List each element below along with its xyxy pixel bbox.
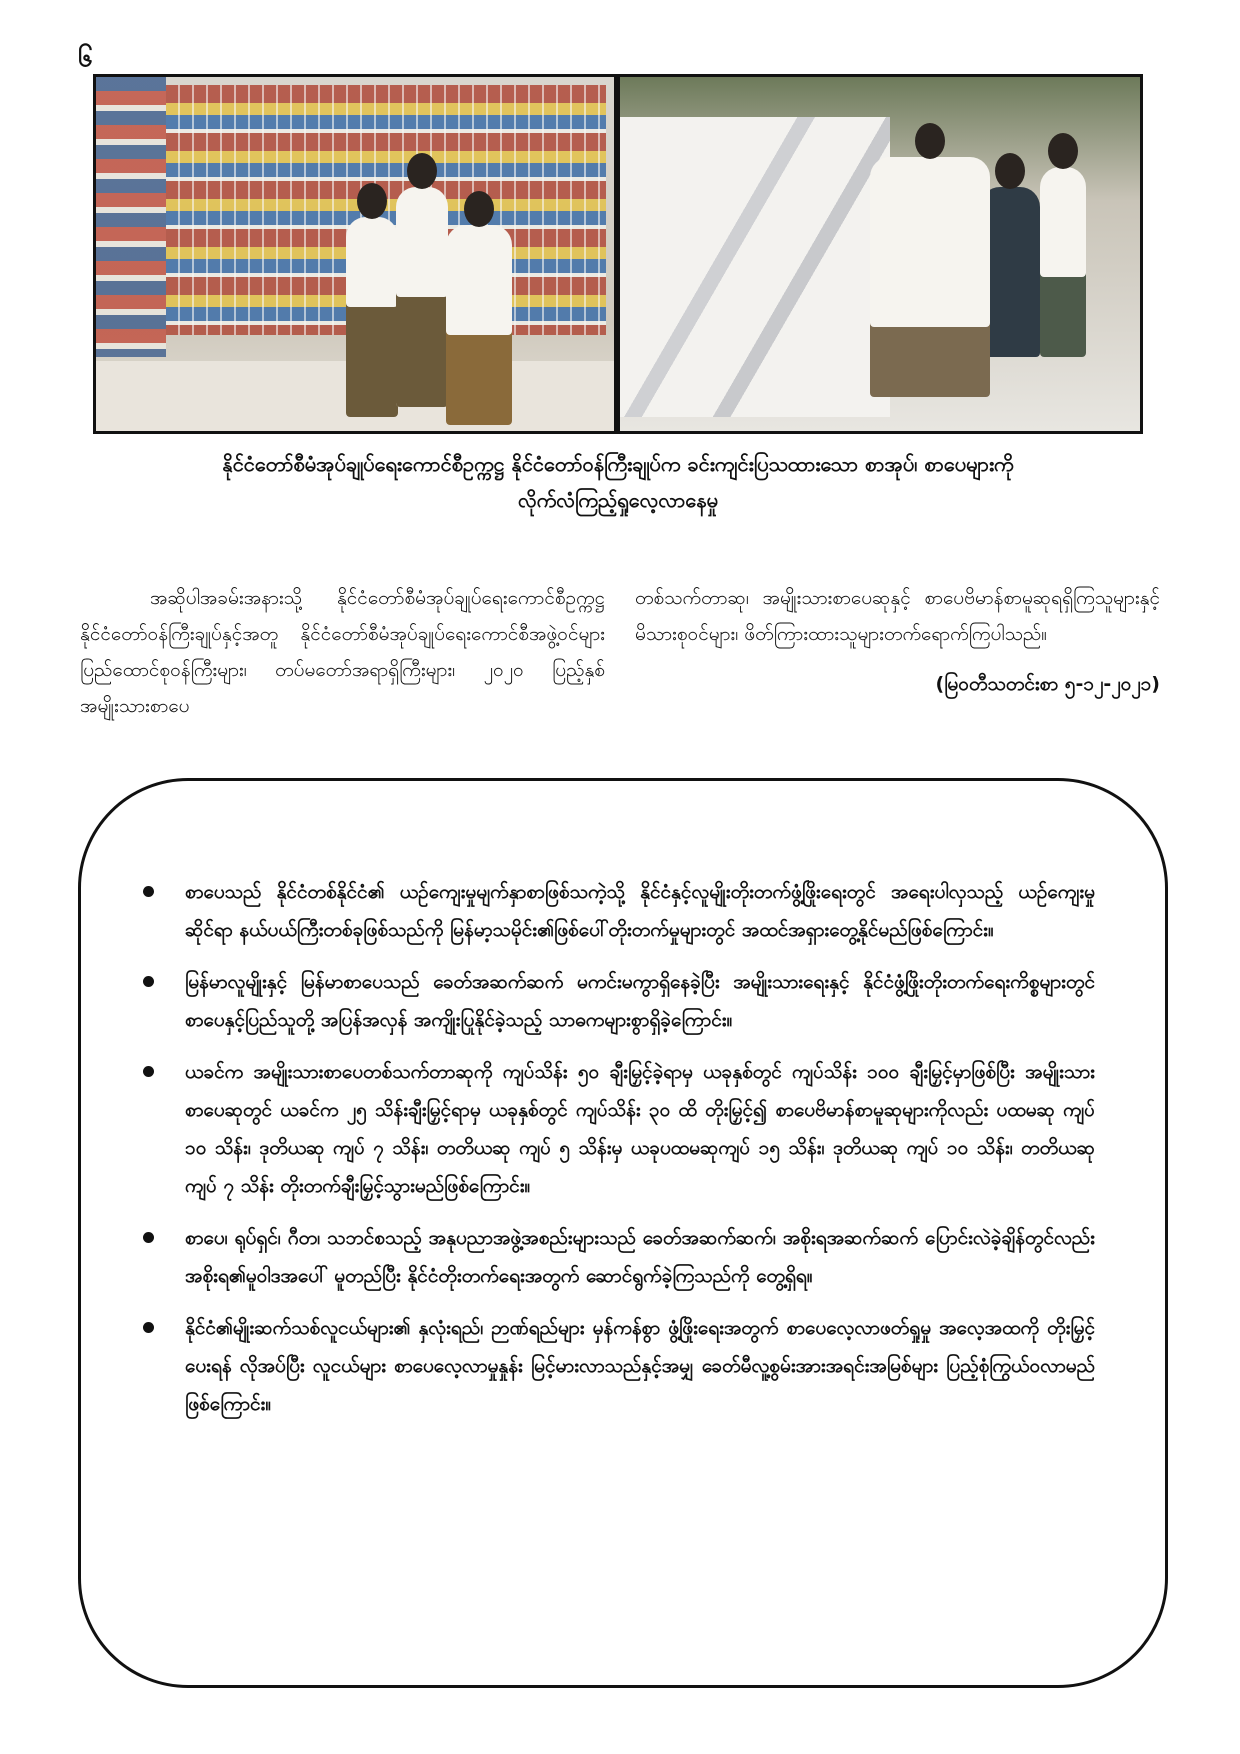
- summary-list: [133, 873, 1095, 1423]
- person: [870, 157, 990, 397]
- summary-item: [133, 1053, 1095, 1205]
- summary-item: [133, 963, 1095, 1039]
- bullet-icon: [143, 1066, 154, 1077]
- person: [446, 225, 512, 425]
- summary-item: [133, 1309, 1095, 1423]
- summary-item: [133, 1219, 1095, 1295]
- photo-book-display: [620, 77, 1140, 431]
- side-bookshelf: [96, 77, 166, 357]
- person: [396, 187, 448, 407]
- article-paragraph: အဆိုပါအခမ်းအနားသို့ နိုင်ငံတော်စီမံအုပ်ချုပ်ရေးကောင်စီဥက္ကဋ္ဌ နိုင်ငံတော်ဝန်ကြီးချုပ်နှင့်အတူ နိုင်ငံတော်စီမံအုပ်ချုပ်ရေးကောင်စီအဖွဲ့ဝင်များ ပြည်ထောင်စုဝန်ကြီးများ၊ တပ်မတော်အရာရှိကြီးများ၊ ၂၀၂၀ ပြည့်နှစ် အမျိုးသားစာပေ: [80, 587, 605, 717]
- person: [1040, 167, 1086, 357]
- caption-line: နိုင်ငံတော်စီမံအုပ်ချုပ်ရေးကောင်စီဥက္ကဋ္ဌ နိုင်ငံတော်ဝန်ကြီးချုပ်က ခင်းကျင်းပြသထားသော စာအုပ်၊ စာပေများကို: [222, 452, 1014, 476]
- photo-frame: [93, 74, 1143, 434]
- summary-text: ယခင်က အမျိုးသားစာပေတစ်သက်တာဆုကို ကျပ်သိန်း ၅၀ ချီးမြှင့်ခဲ့ရာမှ ယခုနှစ်တွင် ကျပ်သိန်း ၁၀၀ ချီးမြှင့်မှာဖြစ်ပြီး အမျိုးသားစာပေဆုတွင် ယခင်က ၂၅ သိန်းချီးမြှင့်ရာမှ ယခုနှစ်တွင် ကျပ်သိန်း ၃၀ ထိ တိုးမြှင့်၍ စာပေဗိမာန်စာမူဆုများကိုလည်း ပထမဆု ကျပ် ၁၀ သိန်း၊ ဒုတိယဆု ကျပ် ၇ သိန်း၊ တတိယဆု ကျပ် ၅ သိန်းမှ ယခုပထမဆုကျပ် ၁၅ သိန်း၊ ဒုတိယဆု ကျပ် ၁၀ သိန်း၊ တတိယဆု ကျပ် ၇ သိန်း တိုးတက်ချီးမြှင့်သွားမည်ဖြစ်ကြောင်း။: [185, 1061, 1095, 1197]
- bullet-icon: [143, 886, 154, 897]
- summary-text: မြန်မာလူမျိုးနှင့် မြန်မာစာပေသည် ခေတ်အဆက်ဆက် မကင်းမကွာရှိနေခဲ့ပြီး အမျိုးသားရေးနှင့် နိုင်ငံဖွံ့ဖြိုးတိုးတက်ရေးကိစ္စများတွင် စာပေနှင့်ပြည်သူတို့ အပြန်အလှန် အကျိုးပြုနိုင်ခဲ့သည့် သာဓကများစွာရှိခဲ့ကြောင်း။: [185, 971, 1095, 1031]
- article-source: (မြဝတီသတင်းစာ ၅-၁၂-၂၀၂၁): [935, 673, 1160, 695]
- article-column-left: [80, 580, 605, 724]
- book-display-stand: [620, 117, 890, 417]
- bullet-icon: [143, 1232, 154, 1243]
- page-number: ၆: [78, 43, 93, 73]
- bullet-icon: [143, 1322, 154, 1333]
- summary-text: စာပေသည် နိုင်ငံတစ်နိုင်ငံ၏ ယဉ်ကျေးမှုမျက်နှာစာဖြစ်သကဲ့သို့ နိုင်ငံနှင့်လူမျိုးတိုးတက်ဖွံ့ဖြိုးရေးတွင် အရေးပါလှသည့် ယဉ်ကျေးမှုဆိုင်ရာ နယ်ပယ်ကြီးတစ်ခုဖြစ်သည်ကို မြန်မာ့သမိုင်း၏ဖြစ်ပေါ်တိုးတက်မှုများတွင် အထင်အရှားတွေ့နိုင်မည်ဖြစ်ကြောင်း။: [185, 881, 1095, 941]
- person: [346, 217, 398, 417]
- photo-caption: [93, 446, 1143, 518]
- summary-box: [78, 778, 1168, 1688]
- article-paragraph: တစ်သက်တာဆု၊ အမျိုးသားစာပေဆုနှင့် စာပေဗိမာန်စာမူဆုရရှိကြသူများနှင့် မိသားစုဝင်များ၊ ဖိတ်ကြားထားသူများတက်ရောက်ကြပါသည်။: [635, 587, 1160, 645]
- photo-bookshelf-visit: [96, 77, 614, 431]
- article-column-right: [635, 580, 1160, 724]
- bullet-icon: [143, 976, 154, 987]
- summary-text: နိုင်ငံ၏မျိုးဆက်သစ်လူငယ်များ၏ နှလုံးရည်၊ ဉာဏ်ရည်များ မှန်ကန်စွာ ဖွံ့ဖြိုးရေးအတွက် စာပေလေ့လာဖတ်ရှုမှု အလေ့အထကို တိုးမြှင့်ပေးရန် လိုအပ်ပြီး လူငယ်များ စာပေလေ့လာမှုနှုန်း မြင့်မားလာသည်နှင့်အမျှ ခေတ်မီလူ့စွမ်းအားအရင်းအမြစ်များ ပြည့်စုံကြွယ်ဝလာမည်ဖြစ်ကြောင်း။: [185, 1317, 1095, 1415]
- caption-line: လိုက်လံကြည့်ရှုလေ့လာနေမှု: [517, 488, 719, 512]
- summary-item: [133, 873, 1095, 949]
- article-body: [80, 580, 1160, 724]
- summary-text: စာပေ၊ ရုပ်ရှင်၊ ဂီတ၊ သဘင်စသည့် အနုပညာအဖွဲ့အစည်းများသည် ခေတ်အဆက်ဆက်၊ အစိုးရအဆက်ဆက် ပြောင်းလဲခဲ့ချိန်တွင်လည်း အစိုးရ၏မူဝါဒအပေါ် မူတည်ပြီး နိုင်ငံတိုးတက်ရေးအတွက် ဆောင်ရွက်ခဲ့ကြသည်ကို တွေ့ရှိရ။: [185, 1227, 1095, 1287]
